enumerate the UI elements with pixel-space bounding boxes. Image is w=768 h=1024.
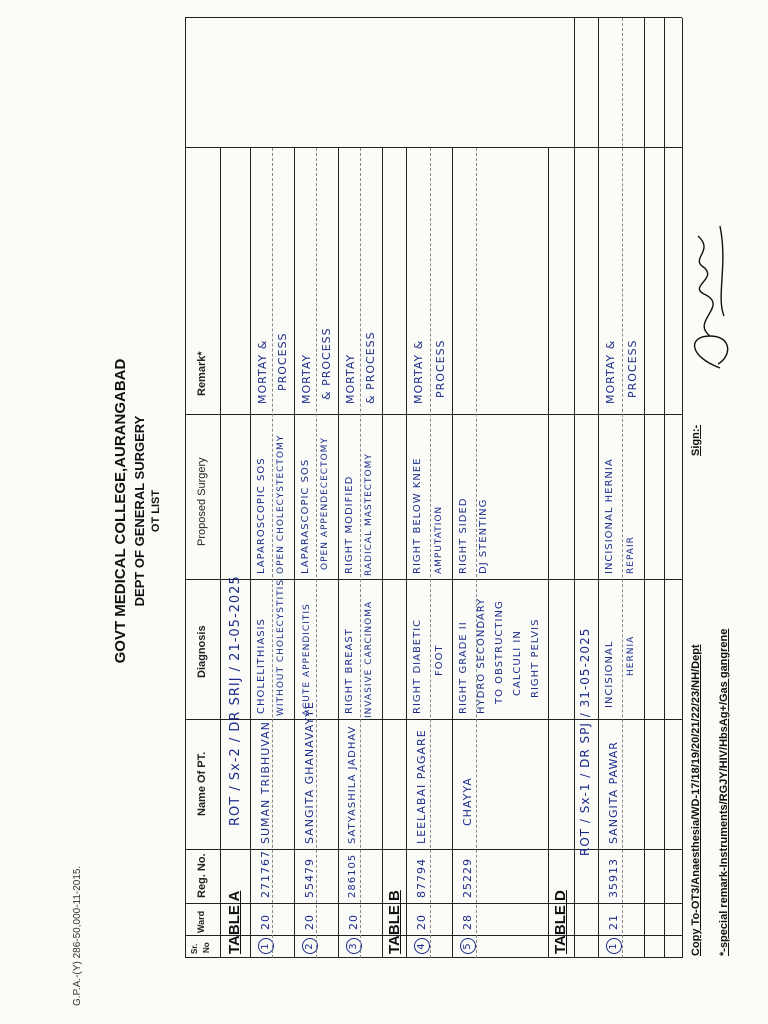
diagnosis-line: RIGHT GRADE II <box>458 621 469 714</box>
row-divider <box>664 18 665 958</box>
row-guide <box>476 148 477 958</box>
special-remark-legend: *-special remark-Instruments/RGJY/HIV/HbsAg+/Gas gangrene <box>718 628 730 956</box>
ward-cell: 20 <box>259 914 272 930</box>
col-proposed-surgery: Proposed Surgery <box>196 457 208 546</box>
col-divider <box>185 579 682 580</box>
col-reg-no: Reg. No. <box>196 853 208 898</box>
table-left-border <box>185 957 682 958</box>
remark-line: MORTAY & <box>256 339 269 404</box>
col-divider <box>185 147 682 148</box>
col-remark: Remark* <box>196 351 208 396</box>
col-sr: Sr. <box>190 943 199 954</box>
row-guide <box>316 148 317 958</box>
table-b-title: TABLE B <box>386 890 403 954</box>
diagnosis-line: RIGHT PELVIS <box>530 618 541 698</box>
signature-mark <box>680 216 740 376</box>
surgery-line: RIGHT MODIFIED <box>344 475 355 574</box>
reg-cell: 55479 <box>303 858 316 898</box>
table-row <box>460 938 476 954</box>
name-cell: SATYASHILA JADHAV <box>347 725 358 844</box>
row-number: 1 <box>606 938 622 954</box>
row-divider <box>406 148 407 958</box>
sign-label: Sign:- <box>690 424 702 456</box>
reg-cell: 271767 <box>259 850 272 898</box>
row-divider <box>338 148 339 958</box>
row-divider <box>452 148 453 958</box>
surgery-line: RADICAL MASTECTOMY <box>364 453 374 576</box>
ward-cell: 20 <box>347 914 360 930</box>
remark-line: & PROCESS <box>320 327 333 400</box>
row-number: 1 <box>258 938 274 954</box>
remark-line: & PROCESS <box>364 331 377 404</box>
row-number: 2 <box>302 938 318 954</box>
col-divider <box>185 903 682 904</box>
row-guide <box>272 148 273 958</box>
remark-line: PROCESS <box>434 339 447 398</box>
surgery-line: OPEN CHOLECYSTECTOMY <box>276 434 286 574</box>
reg-cell: 25229 <box>461 858 474 898</box>
col-name: Name Of PT. <box>196 751 208 816</box>
row-number: 5 <box>460 938 476 954</box>
copy-to-line: Copy To-OT3/Anaesthesia/WD-17/18/19/20/21/22/23/NH/Dept <box>690 644 702 956</box>
gpa-code: G.P.A.-(Y) 286-50,000-11-2015. <box>72 865 83 1006</box>
col-diagnosis: Diagnosis <box>196 625 208 678</box>
name-cell: CHAYYA <box>461 777 474 826</box>
table-bottom-border <box>682 18 683 958</box>
row-divider <box>548 148 549 958</box>
remark-line: MORTAY & <box>604 339 617 404</box>
surgery-line: INCISIONAL HERNIA <box>604 458 615 574</box>
surgery-line: LAPARASCOPIC SOS <box>300 458 311 574</box>
row-divider <box>294 148 295 958</box>
table-a-banner: ROT / Sx-2 / DR SRIJ / 21-05-2025 <box>228 575 243 826</box>
row-number: 4 <box>414 938 430 954</box>
surgery-line: AMPUTATION <box>434 505 444 574</box>
ward-cell: 28 <box>461 914 474 930</box>
diagnosis-line: CALCULI IN <box>512 630 523 696</box>
college-title: GOVT MEDICAL COLLEGE,AURANGABAD <box>112 358 129 664</box>
ward-cell: 20 <box>415 914 428 930</box>
row-divider <box>574 18 575 958</box>
department-title: DEPT OF GENERAL SURGERY <box>132 415 147 607</box>
table-row <box>606 938 622 954</box>
name-cell: LEELABAI PAGARE <box>415 729 428 844</box>
row-number: 3 <box>346 938 362 954</box>
reg-cell: 35913 <box>607 858 620 898</box>
ot-list-form <box>50 6 750 1016</box>
table-d-banner: ROT / Sx-1 / DR SPJ / 31-05-2025 <box>578 627 592 856</box>
diagnosis-line: HERNIA <box>626 635 636 676</box>
table-right-border <box>185 17 682 18</box>
name-cell: SANGITA GHANAVAYYE <box>303 701 316 844</box>
remark-line: PROCESS <box>626 339 639 398</box>
row-divider <box>250 148 251 958</box>
diagnosis-line: HYDRO SECONDARY <box>476 597 487 714</box>
name-cell: SUMAN TRIBHUVAN <box>259 721 272 844</box>
diagnosis-line: CHOLELITHIASIS <box>256 618 267 714</box>
surgery-line: RIGHT SIDED <box>458 497 469 574</box>
table-d-title: TABLE D <box>552 890 569 954</box>
surgery-line: LAPAROSCOPIC SOS <box>256 457 267 574</box>
remark-line: MORTAY & <box>412 339 425 404</box>
col-divider <box>185 935 682 936</box>
diagnosis-line: INVASIVE CARCINOMA <box>364 600 374 718</box>
diagnosis-line: RIGHT BREAST <box>344 628 355 714</box>
table-top-border <box>185 18 186 958</box>
diagnosis-line: ACUTE APPENDICITIS <box>302 603 312 716</box>
diagnosis-line: WITHOUT CHOLECYSTITIS <box>276 578 286 716</box>
remark-line: MORTAY <box>344 353 357 404</box>
row-divider <box>382 148 383 958</box>
reg-cell: 286105 <box>347 853 358 898</box>
col-divider <box>185 414 682 415</box>
table-a-title: TABLE A <box>226 890 243 954</box>
header-underline <box>220 148 221 958</box>
name-cell: SANGITA PAWAR <box>607 741 620 844</box>
surgery-line: REPAIR <box>626 536 636 574</box>
col-divider <box>185 719 682 720</box>
surgery-line: DJ STENTING <box>478 498 489 574</box>
ot-list-title: OT LIST <box>150 489 162 533</box>
reg-cell: 87794 <box>415 858 428 898</box>
surgery-line: RIGHT BELOW KNEE <box>412 457 423 574</box>
col-sr-no: No <box>202 942 211 953</box>
diagnosis-line: FOOT <box>434 644 445 676</box>
table-row <box>414 938 430 954</box>
ward-cell: 20 <box>303 914 316 930</box>
remark-line: PROCESS <box>276 332 289 391</box>
diagnosis-line: TO OBSTRUCTING <box>494 600 505 704</box>
col-ward: Ward <box>196 910 206 933</box>
row-guide <box>430 148 431 958</box>
row-guide <box>360 148 361 958</box>
diagnosis-line: RIGHT DIABETIC <box>412 618 423 714</box>
row-divider <box>598 18 599 958</box>
ward-cell: 21 <box>607 914 620 930</box>
row-guide <box>622 18 623 958</box>
surgery-line: OPEN APPENDECECTOMY <box>320 437 330 570</box>
row-divider <box>644 18 645 958</box>
remark-line: MORTAY <box>300 353 313 404</box>
diagnosis-line: INCISIONAL <box>604 640 615 708</box>
